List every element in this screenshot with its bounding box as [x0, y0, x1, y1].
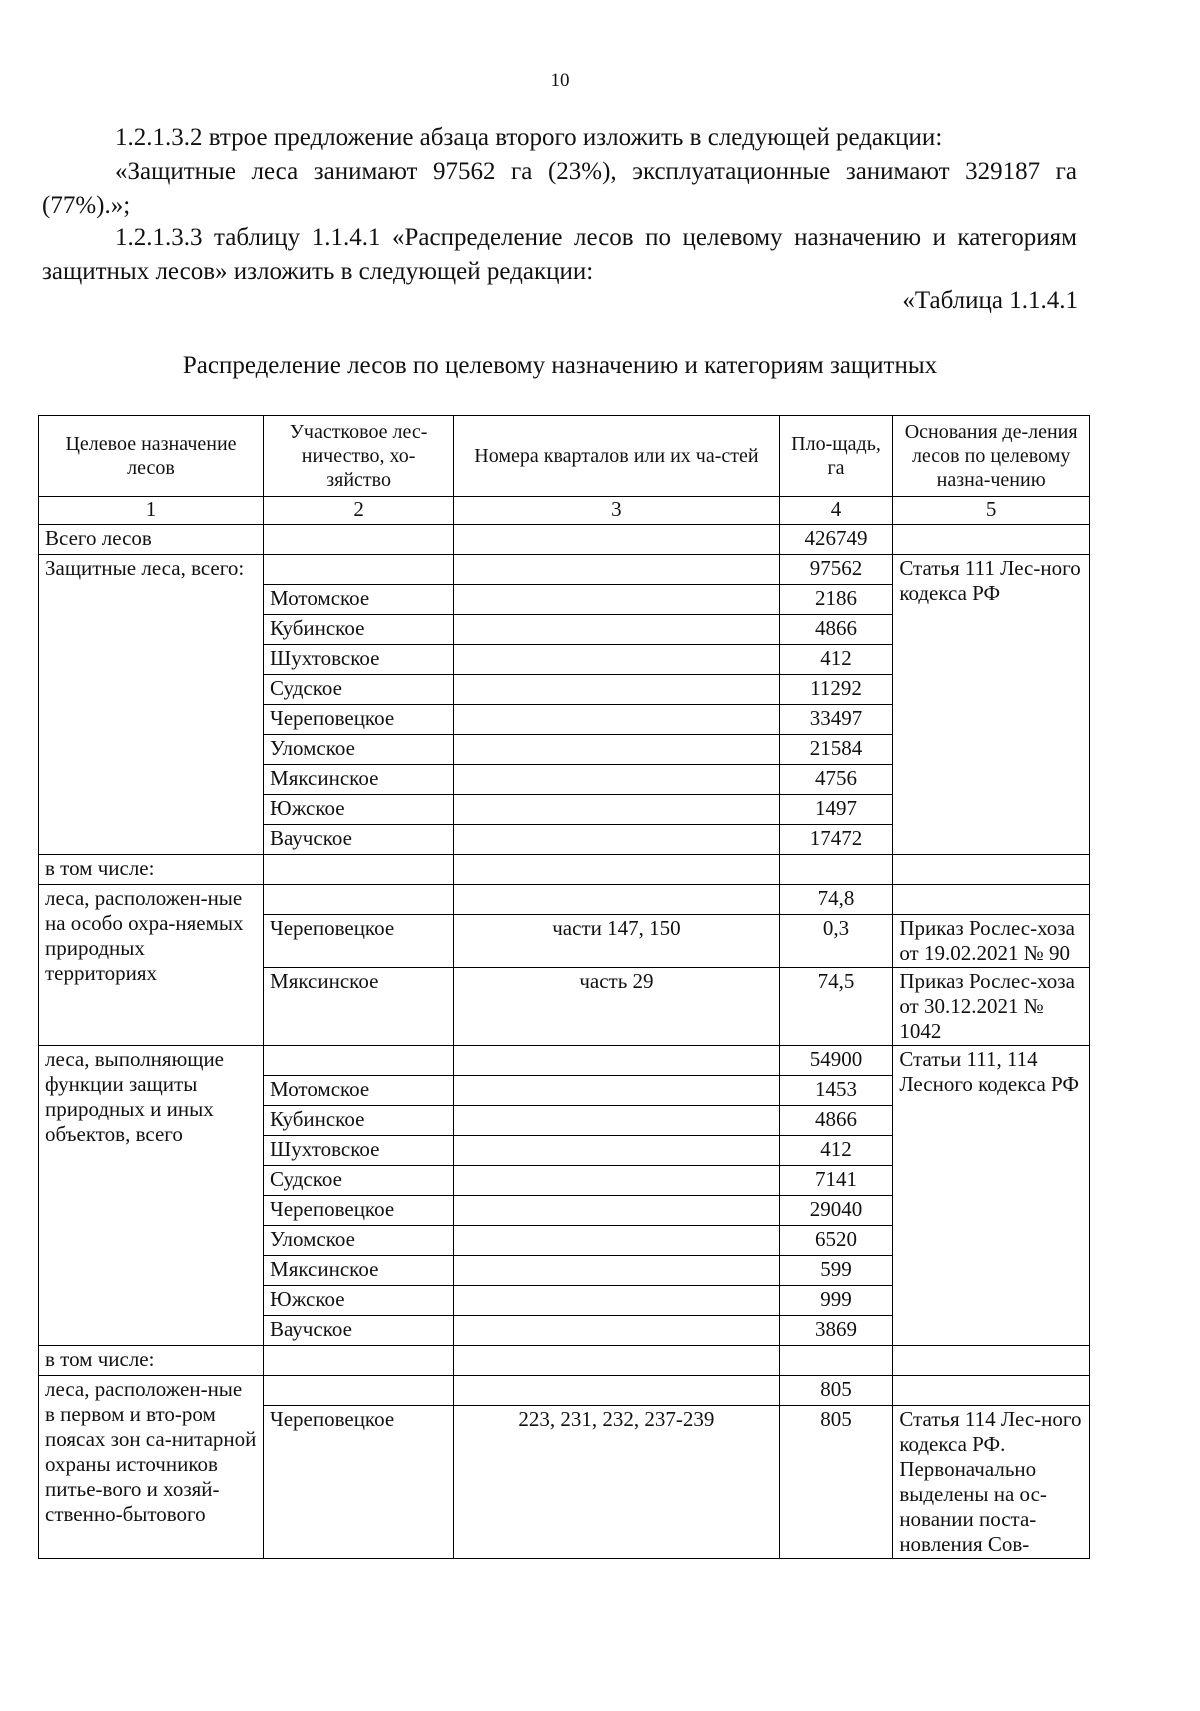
- header-forestry: Участковое лес-ничество, хо-зяйство: [264, 416, 454, 497]
- area-cell: 33497: [779, 705, 893, 735]
- forestry-cell: Мотомское: [264, 1076, 454, 1106]
- forestry-cell: Судское: [264, 1166, 454, 1196]
- table-row: [39, 1376, 1090, 1406]
- protective-basis: Статья 111 Лес-ного кодекса РФ: [893, 555, 1090, 855]
- quarters-cell: 223, 231, 232, 237-239: [454, 1406, 780, 1559]
- area-cell: 21584: [779, 735, 893, 765]
- functions-area: 54900: [779, 1046, 893, 1076]
- paragraph-3: 1.2.1.3.3 таблицу 1.1.4.1 «Распределение лесов по целевому назначению и категориям защитных лесов» изложить в следующей редакции:: [42, 224, 1077, 285]
- table-row: [39, 1046, 1090, 1076]
- col-number: 2: [264, 497, 454, 525]
- forestry-cell: Шухтовское: [264, 645, 454, 675]
- table-row: [39, 555, 1090, 585]
- oopt-area: 74,8: [779, 885, 893, 915]
- col-number: 1: [39, 497, 264, 525]
- forestry-cell: Череповецкое: [264, 915, 454, 968]
- area-cell: 805: [779, 1406, 893, 1559]
- area-cell: 7141: [779, 1166, 893, 1196]
- area-cell: 29040: [779, 1196, 893, 1226]
- forestry-cell: Судское: [264, 675, 454, 705]
- table-title: Распределение лесов по целевому назначению и категориям защитных: [182, 352, 938, 379]
- table-row-including: [39, 1346, 1090, 1376]
- forestry-cell: Уломское: [264, 735, 454, 765]
- page-number: 10: [550, 70, 570, 91]
- area-cell: 4866: [779, 1106, 893, 1136]
- area-cell: 2186: [779, 585, 893, 615]
- forestry-cell: Ваучское: [264, 825, 454, 855]
- header-basis: Основания де-ления лесов по целевому назна-чению: [893, 416, 1090, 497]
- header-row: [39, 416, 1090, 497]
- header-area: Пло-щадь, га: [779, 416, 893, 497]
- basis-cell: Статья 114 Лес-ного кодекса РФ. Первоначально выделены на ос-новании поста-новления Сов-: [893, 1406, 1090, 1559]
- table-row: [39, 885, 1090, 915]
- area-cell: 74,5: [779, 968, 893, 1046]
- including-label: в том числе:: [39, 1346, 264, 1376]
- area-cell: 412: [779, 1136, 893, 1166]
- protective-label: Защитные леса, всего:: [39, 555, 264, 855]
- basis-cell: Приказ Рослес-хоза от 30.12.2021 № 1042: [893, 968, 1090, 1046]
- quarters-cell: часть 29: [454, 968, 780, 1046]
- column-numbers-row: [39, 497, 1090, 525]
- area-cell: 3869: [779, 1316, 893, 1346]
- area-cell: 6520: [779, 1226, 893, 1256]
- area-cell: 999: [779, 1286, 893, 1316]
- forestry-cell: Кубинское: [264, 615, 454, 645]
- col-number: 5: [893, 497, 1090, 525]
- forestry-cell: Череповецкое: [264, 1196, 454, 1226]
- quarters-cell: части 147, 150: [454, 915, 780, 968]
- functions-basis: Статьи 111, 114 Лесного кодекса РФ: [893, 1046, 1090, 1346]
- forestry-cell: Ваучское: [264, 1316, 454, 1346]
- sanitary-label: леса, расположен-ные в первом и вто-ром поясах зон са-нитарной охраны источников питье-вого и хозяй-ственно-бытового: [39, 1376, 264, 1559]
- area-cell: 0,3: [779, 915, 893, 968]
- forestry-cell: Уломское: [264, 1226, 454, 1256]
- functions-label: леса, выполняющие функции защиты природных и иных объектов, всего: [39, 1046, 264, 1346]
- area-cell: 599: [779, 1256, 893, 1286]
- header-quarters: Номера кварталов или их ча-стей: [454, 416, 780, 497]
- forestry-cell: Мяксинское: [264, 765, 454, 795]
- paragraph-1: 1.2.1.3.2 втрое предложение абзаца второго изложить в следующей редакции:: [115, 124, 943, 151]
- forestry-cell: Череповецкое: [264, 1406, 454, 1559]
- forestry-cell: Мяксинское: [264, 968, 454, 1046]
- area-cell: 17472: [779, 825, 893, 855]
- area-cell: 4756: [779, 765, 893, 795]
- forestry-cell: Южское: [264, 795, 454, 825]
- area-cell: 11292: [779, 675, 893, 705]
- total-area: 426749: [779, 525, 893, 555]
- col-number: 3: [454, 497, 780, 525]
- table-row-including: [39, 855, 1090, 885]
- table-label: «Таблица 1.1.4.1: [902, 287, 1078, 314]
- col-number: 4: [779, 497, 893, 525]
- table-row-total: [39, 525, 1090, 555]
- area-cell: 1453: [779, 1076, 893, 1106]
- sanitary-area: 805: [779, 1376, 893, 1406]
- forestry-cell: Череповецкое: [264, 705, 454, 735]
- area-cell: 412: [779, 645, 893, 675]
- header-purpose: Целевое назначение лесов: [39, 416, 264, 497]
- total-label: Всего лесов: [39, 525, 264, 555]
- forestry-cell: Шухтовское: [264, 1136, 454, 1166]
- forestry-cell: Мяксинское: [264, 1256, 454, 1286]
- including-label: в том числе:: [39, 855, 264, 885]
- forestry-cell: Мотомское: [264, 585, 454, 615]
- area-cell: 4866: [779, 615, 893, 645]
- paragraph-2: «Защитные леса занимают 97562 га (23%), эксплуатационные занимают 329187 га (77%).»;: [42, 158, 1077, 219]
- area-cell: 1497: [779, 795, 893, 825]
- protective-area: 97562: [779, 555, 893, 585]
- forest-distribution-table: [38, 415, 1090, 1559]
- forestry-cell: Кубинское: [264, 1106, 454, 1136]
- basis-cell: Приказ Рослес-хоза от 19.02.2021 № 90: [893, 915, 1090, 968]
- forestry-cell: Южское: [264, 1286, 454, 1316]
- oopt-label: леса, расположен-ные на особо охра-няемых природных территориях: [39, 885, 264, 1046]
